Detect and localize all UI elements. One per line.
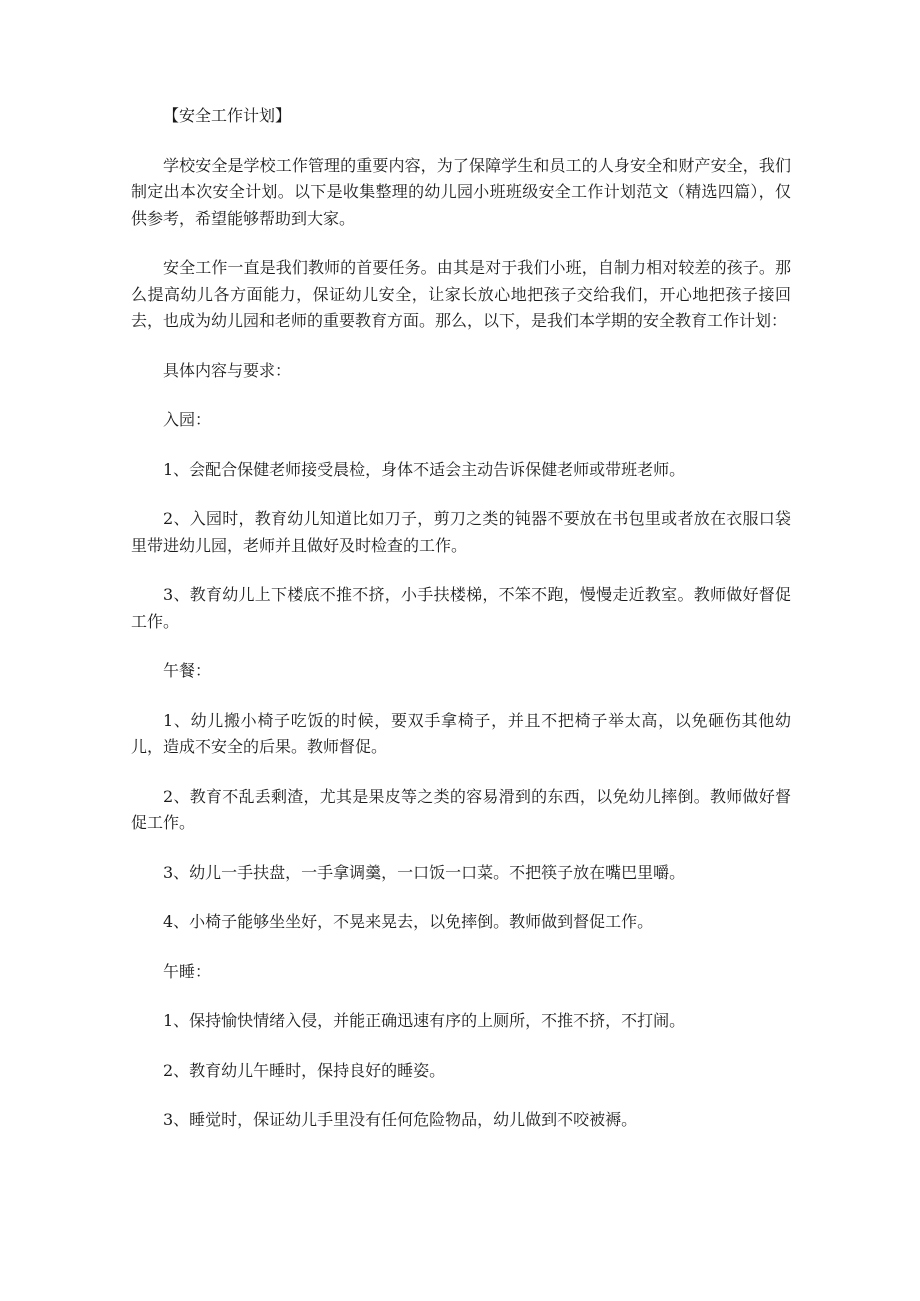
list-item: 4、小椅子能够坐坐好，不晃来晃去，以免摔倒。教师做到督促工作。 [163, 912, 654, 931]
list-item: 2、教育不乱丢剩渣，尤其是果皮等之类的容易滑到的东西，以免幼儿摔倒。教师做好督促工作。 [131, 786, 791, 832]
document-title: 【安全工作计划】 [163, 106, 292, 125]
section-heading-nap: 午睡： [163, 961, 212, 981]
list-item: 1、幼儿搬小椅子吃饭的时候，要双手拿椅子，并且不把椅子举太高，以免砸伤其他幼儿，造成不安全的后果。教师督促。 [131, 710, 791, 756]
opening-paragraph: 安全工作一直是我们教师的首要任务。由其是对于我们小班，自制力相对较差的孩子。那么提高幼儿各方面能力，保证幼儿安全，让家长放心地把孩子交给我们，开心地把孩子接回去，也成为幼儿园和老师的重要教育方面。那么，以下，是我们本学期的安全教育工作计划： [131, 258, 791, 330]
document-page [131, 103, 791, 1134]
list-item: 1、会配合保健老师接受晨检，身体不适会主动告诉保健老师或带班老师。 [163, 459, 686, 479]
requirements-heading: 具体内容与要求： [163, 360, 292, 380]
section-heading-arrival: 入园： [163, 410, 212, 429]
list-item: 3、幼儿一手扶盘，一手拿调羹，一口饭一口菜。不把筷子放在嘴巴里嚼。 [163, 862, 686, 882]
list-item: 1、保持愉快情绪入侵，并能正确迅速有序的上厕所，不推不挤，不打闹。 [163, 1011, 686, 1030]
list-item: 2、教育幼儿午睡时，保持良好的睡姿。 [163, 1060, 446, 1080]
section-heading-lunch: 午餐： [163, 661, 212, 680]
list-item: 2、入园时，教育幼儿知道比如刀子，剪刀之类的钝器不要放在书包里或者放在衣服口袋里带进幼儿园，老师并且做好及时检查的工作。 [131, 509, 791, 555]
intro-paragraph: 学校安全是学校工作管理的重要内容，为了保障学生和员工的人身安全和财产安全，我们制定出本次安全计划。以下是收集整理的幼儿园小班班级安全工作计划范文（精选四篇），仅供参考，希望能够帮助到大家。 [131, 155, 791, 228]
list-item: 3、教育幼儿上下楼底不推不挤，小手扶楼梯，不笨不跑，慢慢走近教室。教师做好督促工作。 [131, 585, 791, 631]
list-item: 3、睡觉时，保证幼儿手里没有任何危险物品，幼儿做到不咬被褥。 [163, 1110, 638, 1129]
